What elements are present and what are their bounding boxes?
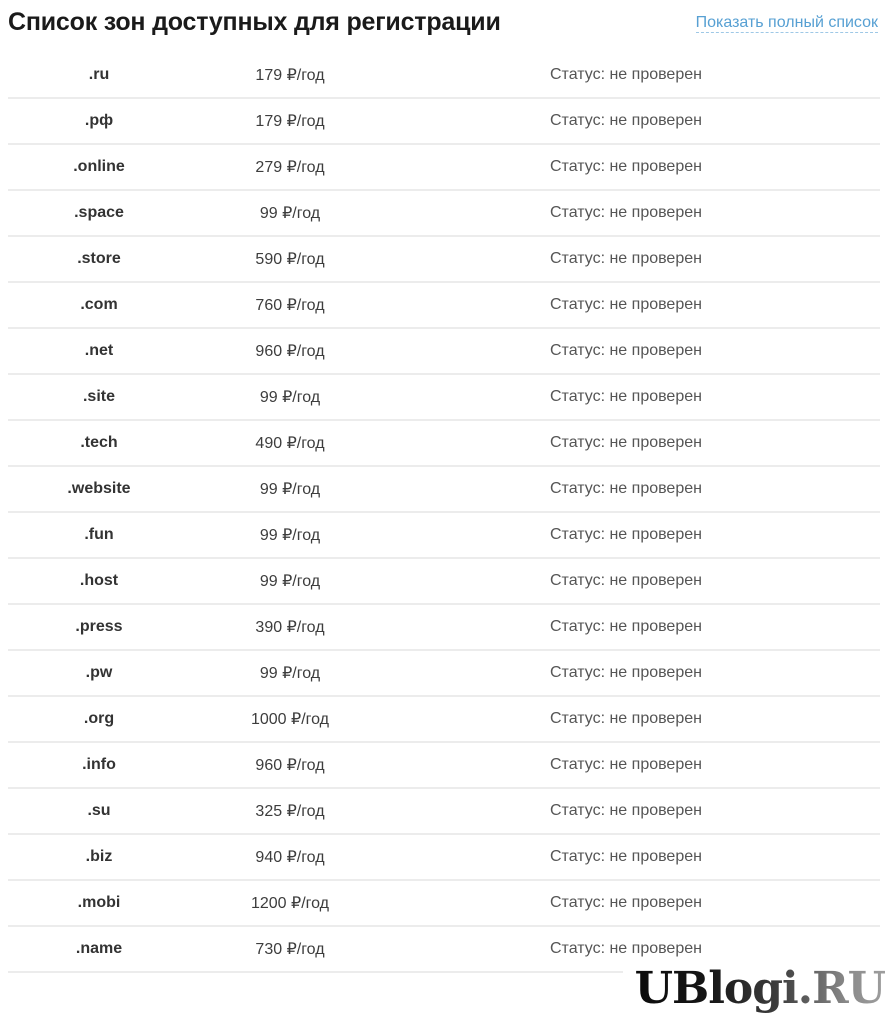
zone-status: Статус: не проверен <box>550 342 702 359</box>
zone-price: 390 ₽/год <box>255 619 325 636</box>
zone-status: Статус: не проверен <box>550 664 702 681</box>
zone-name: .ru <box>88 66 110 83</box>
zone-name: .mobi <box>77 894 121 911</box>
zone-price: 99 ₽/год <box>259 573 321 590</box>
zone-name: .press <box>75 618 123 635</box>
zone-price: 960 ₽/год <box>255 343 325 360</box>
zone-status: Статус: не проверен <box>550 112 702 129</box>
zone-row-mobi <box>8 881 880 927</box>
zone-name: .store <box>77 250 121 267</box>
watermark-text: UBlogi.RU <box>634 963 885 1014</box>
zone-price: 960 ₽/год <box>255 757 325 774</box>
zone-status: Статус: не проверен <box>550 894 702 911</box>
zone-status: Статус: не проверен <box>550 158 702 175</box>
zone-row-com <box>8 283 880 329</box>
zone-status: Статус: не проверен <box>550 480 702 497</box>
zone-name: .site <box>82 388 115 405</box>
zone-price: 99 ₽/год <box>259 527 321 544</box>
zone-status: Статус: не проверен <box>550 434 702 451</box>
zone-name: .fun <box>84 526 114 543</box>
zone-name: .info <box>82 756 116 773</box>
zone-row-online <box>8 145 880 191</box>
zones-table <box>8 53 880 973</box>
zone-row-org <box>8 697 880 743</box>
zone-status: Статус: не проверен <box>550 618 702 635</box>
zone-row-info <box>8 743 880 789</box>
zone-name: .рф <box>84 112 114 129</box>
zone-row-host <box>8 559 880 605</box>
zone-row-pw <box>8 651 880 697</box>
zone-price: 279 ₽/год <box>255 159 325 176</box>
zone-name: .host <box>79 572 119 589</box>
zone-price: 1200 ₽/год <box>250 895 330 912</box>
zone-name: .org <box>83 710 115 727</box>
zone-status: Статус: не проверен <box>550 204 702 221</box>
zone-status: Статус: не проверен <box>550 756 702 773</box>
zone-price: 1000 ₽/год <box>250 711 330 728</box>
zone-row-biz <box>8 835 880 881</box>
zone-status: Статус: не проверен <box>550 710 702 727</box>
zone-status: Статус: не проверен <box>550 802 702 819</box>
zone-row-site <box>8 375 880 421</box>
zone-name: .net <box>84 342 114 359</box>
zone-name: .biz <box>85 848 113 865</box>
zone-status: Статус: не проверен <box>550 296 702 313</box>
zone-row-press <box>8 605 880 651</box>
zone-status: Статус: не проверен <box>550 572 702 589</box>
zone-status: Статус: не проверен <box>550 526 702 543</box>
zone-row-tech <box>8 421 880 467</box>
zone-name: .tech <box>80 434 118 451</box>
zone-row-рф <box>8 99 880 145</box>
zone-price: 179 ₽/год <box>255 67 325 84</box>
zone-price: 325 ₽/год <box>255 803 325 820</box>
zone-name: .pw <box>85 664 113 681</box>
zone-name: .online <box>73 158 125 175</box>
zone-price: 940 ₽/год <box>255 849 325 866</box>
page-header <box>0 0 888 53</box>
zone-price: 99 ₽/год <box>259 389 321 406</box>
zone-status: Статус: не проверен <box>550 66 702 83</box>
zone-price: 490 ₽/год <box>255 435 325 452</box>
zone-row-fun <box>8 513 880 559</box>
show-full-list-link[interactable]: Показать полный список <box>696 13 878 33</box>
zone-status: Статус: не проверен <box>550 250 702 267</box>
zone-row-su <box>8 789 880 835</box>
zone-name: .su <box>87 802 111 819</box>
zone-price: 99 ₽/год <box>259 205 321 222</box>
zone-name: .website <box>67 480 131 497</box>
page-title: Список зон доступных для регистрации <box>8 8 501 36</box>
zone-name: .name <box>75 940 123 957</box>
zone-price: 179 ₽/год <box>255 113 325 130</box>
zone-price: 760 ₽/год <box>255 297 325 314</box>
zone-row-store <box>8 237 880 283</box>
zone-row-website <box>8 467 880 513</box>
zone-status: Статус: не проверен <box>550 848 702 865</box>
zone-name: .space <box>74 204 124 221</box>
zone-price: 590 ₽/год <box>255 251 325 268</box>
zone-row-space <box>8 191 880 237</box>
zone-price: 730 ₽/год <box>255 941 325 958</box>
zone-name: .com <box>80 296 118 313</box>
zone-status: Статус: не проверен <box>550 940 702 957</box>
zone-status: Статус: не проверен <box>550 388 702 405</box>
watermark <box>623 964 888 1014</box>
zone-price: 99 ₽/год <box>259 481 321 498</box>
zone-row-net <box>8 329 880 375</box>
zone-price: 99 ₽/год <box>259 665 321 682</box>
zone-row-ru <box>8 53 880 99</box>
